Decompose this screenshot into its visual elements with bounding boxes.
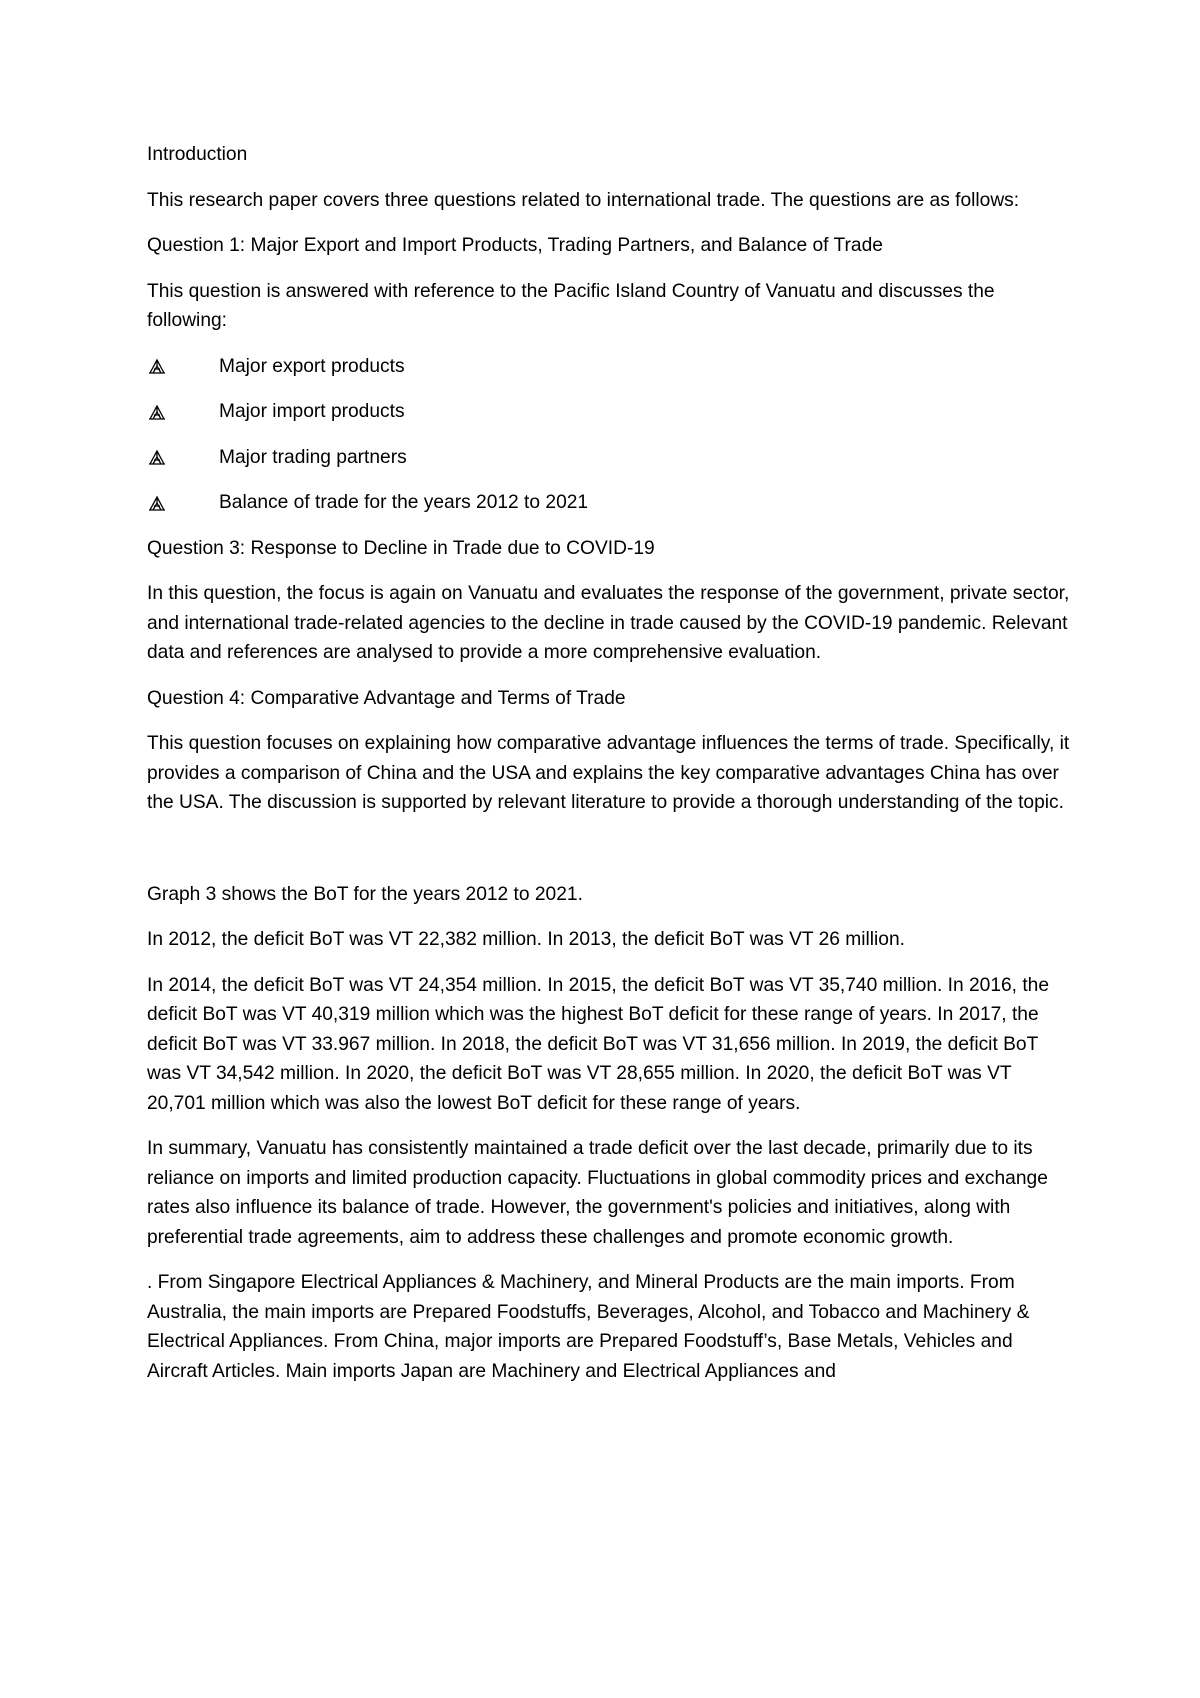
- bullet-icon: [147, 443, 219, 473]
- question-3-text: In this question, the focus is again on Vanuatu and evaluates the response of the government, private sector, and international trade-related agencies to the decline in trade caused by the COVID-19 pandemic. Relevant data and references are analysed to provide a more comprehensive evaluation.: [147, 583, 1070, 663]
- question-4-title: Question 4: Comparative Advantage and Terms of Trade: [147, 687, 626, 709]
- graph-3-intro: Graph 3 shows the BoT for the years 2012 to 2021.: [147, 883, 583, 905]
- bullet-icon: [147, 488, 219, 518]
- heading-introduction: Introduction: [147, 144, 248, 165]
- question-1-list: [147, 352, 1072, 518]
- imports-paragraph: . From Singapore Electrical Appliances & Machinery, and Mineral Products are the main imports. From Australia, the main imports are Prepared Foodstuffs, Beverages, Alcohol, and Tobacco and Machinery & Electrical Appliances. From China, major imports are Prepared Foodstuff’s, Base Metals, Vehicles and Aircraft Articles. Main imports Japan are Machinery and Electrical Appliances and: [147, 1272, 1030, 1382]
- bullet-icon: [147, 352, 219, 382]
- section-spacer: [147, 834, 1072, 880]
- question-3-title: Question 3: Response to Decline in Trade due to COVID-19: [147, 537, 655, 559]
- list-item-label: Major export products: [219, 355, 405, 377]
- list-item-label: Major trading partners: [219, 446, 407, 468]
- bot-2014-2020-paragraph: In 2014, the deficit BoT was VT 24,354 million. In 2015, the deficit BoT was VT 35,740 million. In 2016, the deficit BoT was VT 40,319 million which was the highest BoT deficit for these range of years. In 2017, the deficit BoT was VT 33.967 million. In 2018, the deficit BoT was VT 31,656 million. In 2019, the deficit BoT was VT 34,542 million. In 2020, the deficit BoT was VT 28,655 million. In 2020, the deficit BoT was VT 20,701 million which was also the lowest BoT deficit for these range of years.: [147, 974, 1049, 1114]
- bullet-icon: [147, 397, 219, 427]
- question-1-text: This question is answered with reference to the Pacific Island Country of Vanuatu and discusses the following:: [147, 280, 995, 331]
- list-item-label: Balance of trade for the years 2012 to 2021: [219, 492, 589, 513]
- list-item: [147, 488, 1072, 518]
- document-page: [147, 140, 1072, 1402]
- question-4-text: This question focuses on explaining how comparative advantage influences the terms of trade. Specifically, it provides a comparison of China and the USA and explains the key comparative advantages China has over the USA. The discussion is supported by relevant literature to provide a thorough understanding of the topic.: [147, 733, 1070, 813]
- list-item: [147, 397, 1072, 427]
- list-item-label: Major import products: [219, 401, 405, 422]
- list-item: [147, 352, 1072, 382]
- intro-paragraph: This research paper covers three questions related to international trade. The questions are as follows:: [147, 189, 1020, 211]
- bot-2012-2013-paragraph: In 2012, the deficit BoT was VT 22,382 million. In 2013, the deficit BoT was VT 26 million.: [147, 929, 905, 950]
- question-1-title: Question 1: Major Export and Import Products, Trading Partners, and Balance of Trade: [147, 235, 883, 256]
- summary-paragraph: In summary, Vanuatu has consistently maintained a trade deficit over the last decade, primarily due to its reliance on imports and limited production capacity. Fluctuations in global commodity prices and exchange rates also influence its balance of trade. However, the government's policies and initiatives, along with preferential trade agreements, aim to address these challenges and promote economic growth.: [147, 1138, 1048, 1248]
- list-item: [147, 443, 1072, 473]
